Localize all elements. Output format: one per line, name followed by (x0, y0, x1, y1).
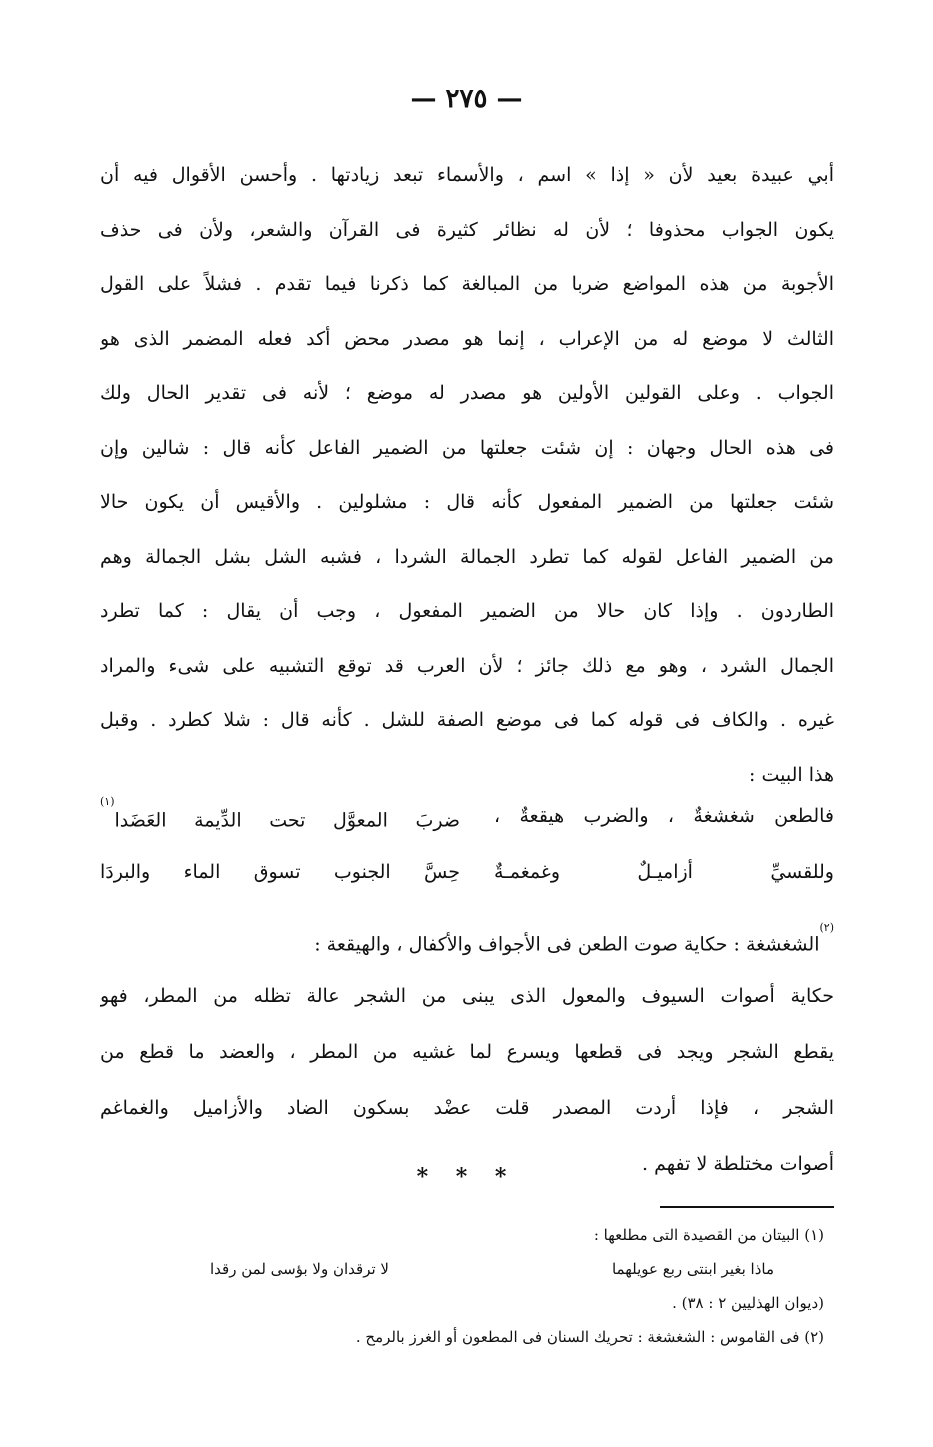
text-line: الأجوبة من هذه المواضع ضربا من المبالغة كما ذكرنا فيما تقدم . فشلاً على القول (100, 273, 834, 295)
verse-first-hemistich: فالطعن شغشغةٌ ، والضرب هيقعةٌ ، (494, 805, 834, 827)
footnotes (100, 1218, 834, 1354)
text-line: شئت جعلتها من الضمير المفعول كأنه قال : مشلولين . والأقيس أن يكون حالا (100, 491, 834, 513)
footnote-1: (١) البيتان من القصيدة التى مطلعها : (593, 1226, 824, 1244)
verse-second-hemistich (100, 788, 460, 848)
text-line: الشجر ، فإذا أردت المصدر قلت عضْد بسكون الضاد والأزاميل والغماغم (100, 1097, 834, 1119)
footnote-divider (660, 1206, 834, 1208)
main-paragraph (100, 148, 834, 802)
text-line: حكاية أصوات السيوف والمعول الذى يبنى من الشجر عالة تظله من المطر، فهو (100, 985, 834, 1007)
footnote-2: (٢) فى القاموس : الشغشغة : تحريك السنان فى المطعون أو الغرز بالرمح . (355, 1328, 824, 1346)
text-line: من الضمير الفاعل لقوله كما تطرد الجمالة الشردا ، فشبه الشل بشل الجمالة وهم (100, 545, 834, 568)
text-line: الجمال الشرد ، وهو مع ذلك جائز ؛ لأن العرب قد توقع التشبيه على شىء والمراد (100, 654, 834, 677)
text-line: هذا البيت : (749, 763, 834, 786)
verse-row (100, 844, 834, 900)
text-line (100, 912, 834, 968)
page-number: — ٢٧٥ — (410, 84, 523, 114)
verse-second-text: ضربَ المعوَّل تحت الدِّيمة العَضَدا (114, 809, 460, 832)
section-separator: * * * (416, 1164, 517, 1190)
footnote-source: (ديوان الهذليين ٢ : ٣٨) . (672, 1294, 824, 1312)
footnote-ref-2: (٢) (819, 921, 834, 934)
text-line: الجواب . وعلى القولين الأولين هو مصدر له موضع ؛ لأنه فى تقدير الحال ولك (100, 382, 834, 404)
text-line: الطاردون . وإذا كان حالا من الضمير المفعول ، وجب أن يقال : كما تطرد (100, 600, 834, 622)
text-line: الثالث لا موضع له من الإعراب ، إنما هو مصدر محض أكد فعله المضمر الذى هو (100, 327, 834, 350)
text-line: فى هذه الحال وجهان : إن شئت جعلتها من الضمير الفاعل كأنه قال : شالين وإن (100, 436, 834, 459)
gloss-paragraph (100, 912, 834, 1192)
footnote-verse-second: لا ترقدان ولا بؤسى لمن رقدا (210, 1260, 389, 1278)
verse-first-hemistich: وللقسيِّ أزاميـلٌ وغمغمـةٌ (494, 861, 834, 883)
gloss-first-line: الشغشغة : حكاية صوت الطعن فى الأجواف والأكفال ، والهيقعة : (314, 933, 820, 956)
text-line: غيره . والكاف فى قوله كما فى موضع الصفة للشل . كأنه قال : شلا كطرد . وقبل (100, 709, 834, 731)
footnote-verse (100, 1252, 834, 1286)
footnote-ref-1: (١) (100, 795, 115, 808)
footnote-verse-first: ماذا بغير ابنتى ربع عويلهما (611, 1260, 774, 1278)
verse-second-hemistich: حِسَّ الجنوب تسوق الماء والبردَا (100, 861, 460, 883)
text-line: يكون الجواب محذوفا ؛ لأن له نظائر كثيرة فى القرآن والشعر، ولأن فى حذف (100, 218, 834, 241)
text-line: أصوات مختلطة لا تفهم . (642, 1153, 834, 1175)
verse-row (100, 788, 834, 844)
text-line: يقطع الشجر ويجد فى قطعها ويسرع لما غشيه من المطر ، والعضد ما قطع من (100, 1041, 834, 1063)
text-line: أبي عبيدة بعيد لأن « إذا » اسم ، والأسماء تبعد زيادتها . وأحسن الأقوال فيه أن (100, 164, 834, 186)
poem-verses (100, 788, 834, 900)
